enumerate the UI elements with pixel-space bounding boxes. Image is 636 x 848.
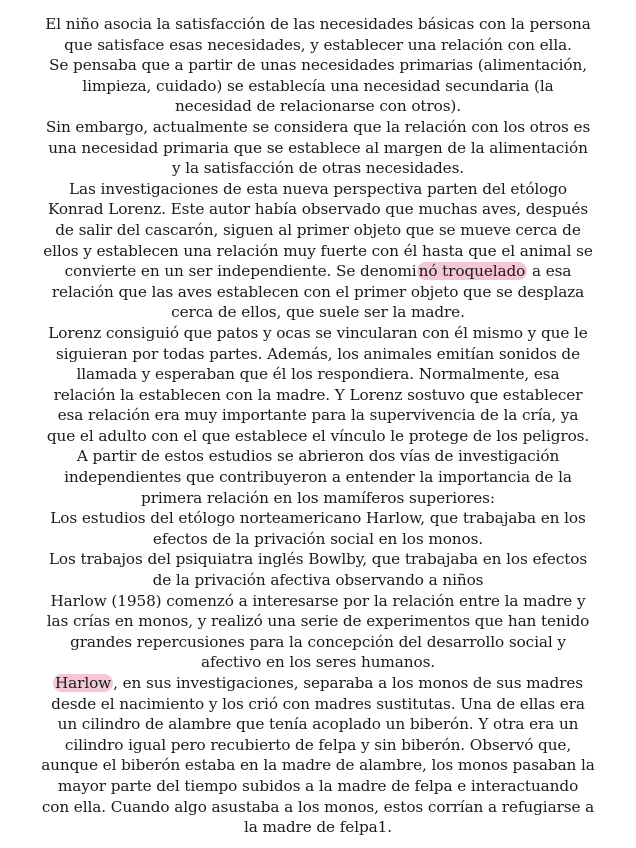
text-line: Harlow (1958) comenzó a interesarse por la relación entre la madre y — [50, 591, 586, 610]
highlight-harlow: Harlow — [54, 674, 112, 692]
text-line: mayor parte del tiempo subidos a la madre de felpa e interactuando — [57, 776, 579, 795]
highlight-troquelado: nó troquelado — [418, 262, 526, 281]
text-line: una necesidad primaria que se establece al margen de la alimentación — [48, 138, 588, 157]
text-line: un cilindro de alambre que tenía acoplado un biberón. Y otra era un — [57, 715, 579, 734]
text-line: esa relación era muy importante para la supervivencia de la cría, ya — [57, 406, 579, 425]
text-line: cilindro igual pero recubierto de felpa y sin biberón. Observó que, — [64, 735, 572, 754]
text-line: grandes repercusiones para la concepción del desarrollo social y — [70, 632, 566, 651]
text-line: afectivo en los seres humanos. — [200, 653, 436, 672]
text-line: A partir de estos estudios se abrieron dos vías de investigación — [76, 447, 560, 466]
text-line-highlighted — [0, 673, 636, 694]
text-line: las crías en monos, y realizó una serie de experimentos que han tenido — [46, 612, 590, 631]
text-line: Konrad Lorenz. Este autor había observado que muchas aves, después — [47, 200, 589, 219]
text-line: relación la establecen con la madre. Y Lorenz sostuvo que establecer — [53, 385, 583, 404]
text-line: cerca de ellos, que suele ser la madre. — [171, 303, 465, 322]
text-line: primera relación en los mamíferos superiores: — [141, 488, 495, 507]
text-line: que satisface esas necesidades, y establecer una relación con ella. — [64, 35, 572, 54]
text-line: Las investigaciones de esta nueva perspectiva parten del etólogo — [68, 179, 568, 198]
text-line: y la satisfacción de otras necesidades. — [171, 159, 465, 178]
text-line: Lorenz consiguió que patos y ocas se vincularan con él mismo y que le — [48, 323, 588, 342]
text-line: Los estudios del etólogo norteamericano Harlow, que trabajaba en los — [50, 509, 586, 528]
line-text-after: , en sus investigaciones, separaba a los monos de sus madres — [113, 674, 584, 692]
text-line: aunque el biberón estaba en la madre de alambre, los monos pasaban la — [41, 756, 595, 775]
line-text-after: a esa — [527, 262, 572, 281]
text-line: El niño asocia la satisfacción de las necesidades básicas con la persona — [45, 15, 591, 33]
text-line: Los trabajos del psiquiatra inglés Bowlby, que trabajaba en los efectos — [48, 550, 588, 569]
document-page — [0, 14, 636, 838]
text-line: con ella. Cuando algo asustaba a los monos, estos corrían a refugiarse a — [41, 797, 595, 816]
text-line: de la privación afectiva observando a niños — [152, 571, 484, 590]
line-text-before: convierte en un ser independiente. Se denomi — [64, 262, 417, 281]
text-line: ellos y establecen una relación muy fuerte con él hasta que el animal se — [43, 241, 593, 260]
text-line: independientes que contribuyeron a entender la importancia de la — [64, 468, 572, 487]
text-line: la madre de felpa1. — [244, 818, 392, 837]
text-line: siguieran por todas partes. Además, los animales emitían sonidos de — [55, 344, 581, 363]
text-line-highlighted — [0, 261, 636, 282]
text-line: llamada y esperaban que él los respondiera. Normalmente, esa — [76, 365, 560, 384]
text-line: que el adulto con el que establece el vínculo le protege de los peligros. — [46, 426, 590, 445]
text-line: efectos de la privación social en los monos. — [152, 529, 484, 548]
text-line: desde el nacimiento y los crió con madres sustitutas. Una de ellas era — [51, 694, 585, 713]
text-line: limpieza, cuidado) se establecía una necesidad secundaria (la — [82, 76, 554, 95]
text-line: de salir del cascarón, siguen al primer objeto que se mueve cerca de — [55, 220, 581, 239]
text-line: Se pensaba que a partir de unas necesidades primarias (alimentación, — [49, 56, 587, 75]
text-line: relación que las aves establecen con el primer objeto que se desplaza — [51, 282, 585, 301]
text-line: necesidad de relacionarse con otros). — [174, 97, 462, 116]
text-line: Sin embargo, actualmente se considera que la relación con los otros es — [45, 117, 591, 136]
